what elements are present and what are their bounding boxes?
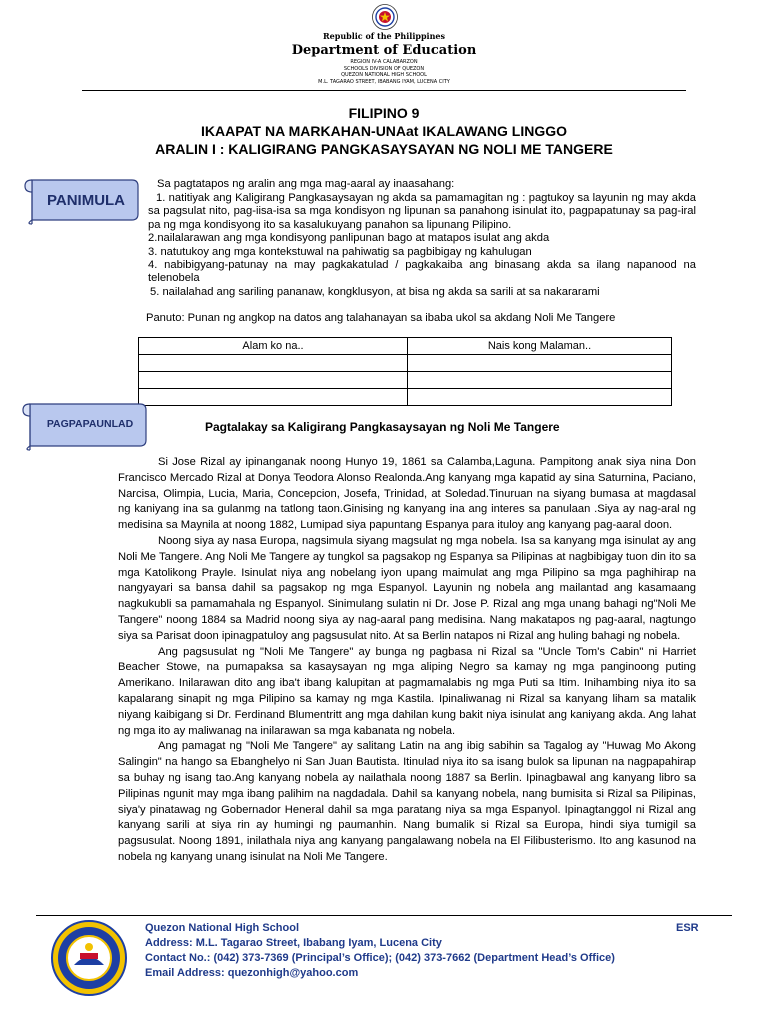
lesson-title: ARALIN I : KALIGIRANG PANGKASAYSAYAN NG NOLI ME TANGERE bbox=[155, 141, 613, 157]
footer-contact: Contact No.: (042) 373-7369 (Principal’s Office); (042) 373-7662 (Department Head’s Office) bbox=[145, 952, 615, 964]
table-header-alam: Alam ko na.. bbox=[139, 338, 408, 355]
header-line: SCHOOLS DIVISION OF QUEZON bbox=[343, 65, 425, 72]
objective-item: 1. natitiyak ang Kaligirang Pangkasaysayan ng akda sa pamamagitan ng : pagtukoy sa layunin ng may akda sa pagsulat nito, pag-iisa-isa sa mga kondisyon ng lipunan sa panahong isinulat ito, pagpapatunay sa pag-iral pa ng mga kondisyong ito sa kasalukuyang panahon sa lipunang Pilipino. bbox=[148, 192, 696, 231]
subject-title: FILIPINO 9 bbox=[348, 105, 420, 121]
table-cell[interactable] bbox=[139, 355, 408, 372]
footer-info bbox=[145, 921, 705, 981]
table-header-nais: Nais kong Malaman.. bbox=[408, 338, 672, 355]
table-cell[interactable] bbox=[139, 389, 408, 406]
panuto-instruction: Panuto: Punan ng angkop na datos ang talahanayan sa ibaba ukol sa akdang Noli Me Tangere bbox=[146, 312, 616, 324]
table-row bbox=[139, 355, 672, 372]
discussion-heading: Pagtalakay sa Kaligirang Pangkasaysayan ng Noli Me Tangere bbox=[205, 420, 560, 434]
header-line: REGION IV-A CALABARZON bbox=[350, 59, 418, 65]
header-line: QUEZON NATIONAL HIGH SCHOOL bbox=[341, 72, 427, 78]
panimula-label: PANIMULA bbox=[46, 192, 126, 209]
header-divider bbox=[82, 90, 686, 91]
footer-divider bbox=[36, 915, 732, 916]
footer-email: Email Address: quezonhigh@yahoo.com bbox=[145, 967, 359, 979]
republic-line: Republic of the Philippines bbox=[322, 31, 445, 41]
discussion-body bbox=[118, 455, 696, 866]
table-row bbox=[139, 389, 672, 406]
school-seal-icon bbox=[50, 919, 128, 997]
quarter-title: IKAAPAT NA MARKAHAN-UNAat IKALAWANG LINGGO bbox=[200, 123, 568, 139]
table-cell[interactable] bbox=[408, 355, 672, 372]
pagpapaunlad-label: PAGPAPAUNLAD bbox=[46, 418, 134, 430]
objectives-list bbox=[148, 192, 696, 299]
header-line: M.L. TAGARAO STREET, IBABANG IYAM, LUCENA CITY bbox=[318, 78, 450, 85]
footer-address: Address: M.L. Tagarao Street, Ibabang Iyam, Lucena City bbox=[145, 937, 442, 949]
paragraph: Ang pamagat ng "Noli Me Tangere" ay salitang Latin na ang ibig sabihin sa Tagalog ay "Huwag Mo Akong Salingin" na hango sa Ebanghelyo ni San Juan Bautista. Itinulad niya ito sa isang bulok sa lipunan na nagpapahirap sa buhay ng isang tao.Ang kanyang nobela ay nailathala noong 1887 sa Berlin. Ipinagbawal ang kanyang libro sa Pilipinas ngunit may mga ibang palihim na nagdadala. Dahil sa kanyang nobela, nang bumisita si Rizal sa Pilipinas, siya'y pinatawag ng Gobernador Heneral dahil sa mga paratang niya sa mga Espanyol. Ipinagtanggol ni Rizal ang kanyang sarili at siya rin ay humingi ng paumanhin. Nang bumalik si Rizal sa Europa, hindi siya tumigil sa pagsusulat. Noong 1891, inilathala niya ang kanyang pangalawang nobela na El Filibusterismo. Ito ang kasunod na nobela ng kanyang unang isinulat na Noli Me Tangere. bbox=[118, 740, 696, 863]
objective-item: 2.nailalarawan ang mga kondisyong panlipunan bago at matapos isulat ang akda bbox=[148, 232, 550, 245]
objectives-intro: Sa pagtatapos ng aralin ang mga mag-aaral ay inaasahang: bbox=[157, 178, 455, 190]
footer-school: Quezon National High School bbox=[145, 922, 299, 934]
kwl-table bbox=[138, 337, 672, 406]
paragraph: Si Jose Rizal ay ipinanganak noong Hunyo 19, 1861 sa Calamba,Laguna. Pampitong anak siya nina Don Francisco Mercado Rizal at Donya Teodora Alonso Realonda.Ang kanyang mga kapatid ay sina Saturnina, Paciano, Narcisa, Olimpia, Lucia, Maria, Concepcion, Josefa, Trinidad, at Soledad.Tinuruan na siyang bumasa at magdasal ng kaniyang ina sa gulanmg na tatlong taon.Ginising ng kanyang ina ang interes sa panulaan .Siya ay nag-aral ng medisina sa Maynila at noong 1882, Lumipad siya papuntang Espanya para ituloy ang kanyang pag-aaral doon. bbox=[118, 456, 696, 532]
table-cell[interactable] bbox=[408, 372, 672, 389]
table-header-row bbox=[139, 338, 672, 355]
paragraph: Noong siya ay nasa Europa, nagsimula siyang magsulat ng mga nobela. Isa sa kanyang mga isinulat ay ang Noli Me Tangere. Ang Noli Me Tangere ay tungkol sa pagsakop ng Espanya sa Pilipinas at nagbibigay tuon din ito sa mga Katolikong Prayle. Isinulat niya ang nobelang iyon upang maimulat ang mga Pilipino sa mga paghihirap na nangyayari sa bansa dahil sa pagsakop ng mga Espanyol. Layunin ng nobela ang mailantad ang kasamaang nagkukubli sa pamamahala ng Espanyol. Sinimulang sulatin ni Dr. Jose P. Rizal ang mga unang bahagi ng"Noli Me Tangere" noong 1884 sa Madrid noong siya ay nag-aaral pang medisina. Nang makatapos ng pag-aaral, nagtungo siya sa Parisat doon ipinagpatuloy ang pagsusulat nito. At sa Berlin natapos ni Rizal ang huling bahagi ng nobela. bbox=[118, 534, 696, 642]
deped-seal-icon bbox=[372, 4, 398, 30]
header-address-block bbox=[0, 59, 768, 85]
table-cell[interactable] bbox=[408, 389, 672, 406]
paragraph: Ang pagsusulat ng "Noli Me Tangere" ay bunga ng pagbasa ni Rizal sa "Uncle Tom's Cabin" ni Harriet Beacher Stowe, na pumapaksa sa kasaysayan ng mga aliping Negro sa kamay ng mga panginoong puting Amerikano. Inilarawan dito ang iba't ibang kalupitan at pagmamalabis ng mga Puti sa Itim. Inihambing niya ito sa kapalarang sinapit ng mga Pilipino sa kamay ng mga Kastila. Ipinaliwanag ni Rizal sa kanyang liham sa matalik niyang kaibigang si Dr. Ferdinand Blumentritt ang mga dahilan kung bakit niya isinulat ang kaniyang akda. Ang lahat ng mga ito ay maliwanag na inilarawan sa mga kabanata ng nobela. bbox=[118, 645, 696, 737]
objective-item: 3. natutukoy ang mga kontekstuwal na pahiwatig sa pagbibigay ng kahulugan bbox=[148, 245, 532, 258]
footer-code: ESR bbox=[676, 922, 699, 934]
objective-item: 5. nailalahad ang sariling pananaw, kongklusyon, at bisa ng akda sa sarili at sa nakararami bbox=[150, 285, 600, 298]
table-row bbox=[139, 372, 672, 389]
department-name: Department of Education bbox=[291, 43, 477, 58]
objective-item: 4. nabibigyang-patunay na may pagkakatulad / pagkakaiba ang binasang akda sa ilang napanood na telenobela bbox=[148, 259, 696, 285]
table-cell[interactable] bbox=[139, 372, 408, 389]
